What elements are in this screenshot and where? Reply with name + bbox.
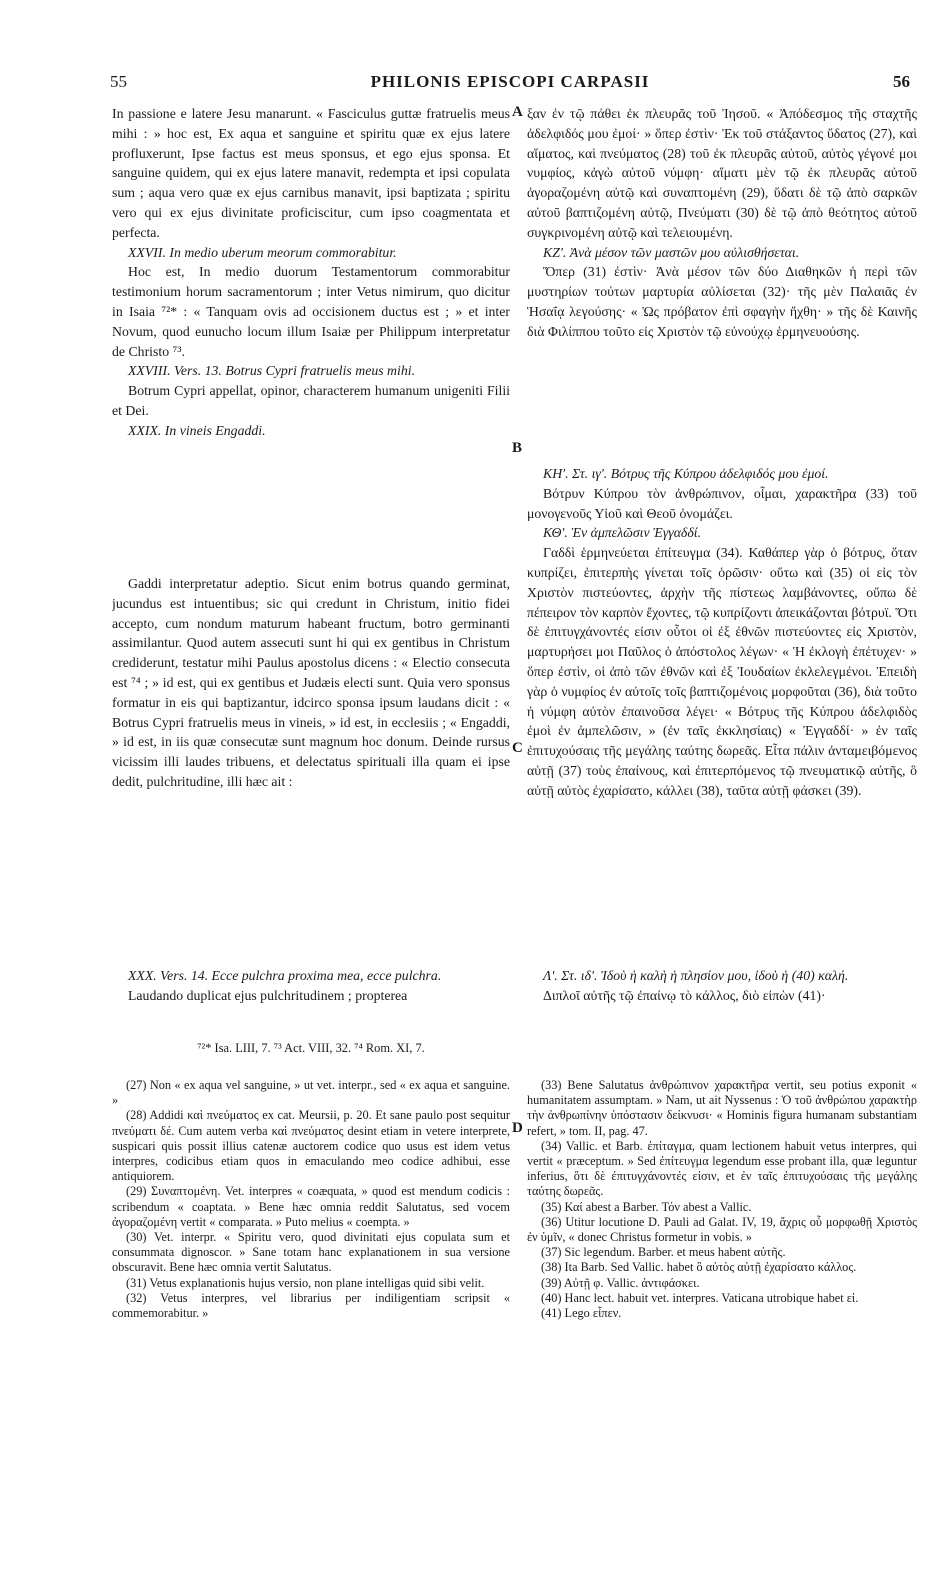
latin-paragraph: In passione e latere Jesu manarunt. « Fasciculus guttæ fratruelis meus mihi : » hoc est, Ex aqua et sanguine et spiritu quæ ex ejus latere profluxerunt, Ipse factus est meus sponsus, et ego ejus sponsa. Et sanguine quidem, qui ex ejus latere manavit, redempta et ipsi copulata sum ; aqua vero quæ ex ejus carnibus manavit, ipsi baptizata ; spiritu vero qui ex ejus divinitate proficiscitur, cum ipso coagmentata et perfecta. [112, 106, 510, 240]
note: (41) Lego εἶπεν. [541, 1306, 622, 1321]
latin-paragraph: Gaddi interpretatur adeptio. Sicut enim botrus quando germinat, jucundus est intuentibus; sic qui credunt in Christum, initio fidei accepto, cum nondum maturum habeant fructum, botro germinanti assimilantur. Quod autem assecuti sunt hi qui ex gentibus in Christum crediderunt, testatur mihi Paulus apostolus dicens : « Electio consecuta est ⁷⁴ ; » id est, qui ex gentibus et Judæis electi sunt. Quia vero sponsus formatur in eis qui baptizantur, idcirco sponsa ipsum laudans dicit : « Botrus Cypri fratruelis meus in vineis, » id est, in ecclesiis ; « Engaddi, » id est, in iis quæ consecutæ sunt magnum hoc donum. Deinde rursus vicissim illi laudes tribuens, et delectatus spirituali illa quam ei ipse dedit, pulchritudine, illi hæc ait : [112, 576, 510, 789]
note: (40) Hanc lect. habuit vet. interpres. Vaticana utrobique habet εἰ. [541, 1290, 859, 1305]
running-title: PHILONIS EPISCOPI CARPASII [370, 72, 650, 91]
greek-heading: Λ'. Στ. ιδ'. Ἰδοὺ ἡ καλὴ ἡ πλησίον μου, ἰδοὺ ἡ (40) καλή. [543, 968, 849, 983]
greek-paragraph: Γαδδὶ ἑρμηνεύεται ἐπίτευγμα (34). Καθάπερ γὰρ ὁ βότρυς, ὅταν κυπρίζει, ἐπιτερπὴς γίνεται τοῖς ὁρῶσιν· οὕτω καὶ (35) οἱ εἰς τὸν Χριστὸν πιστεύοντες, ἀρχὴν τῆς πίστεως λαμβάνοντες, οὔπω δὲ πέπειρον τὸν καρπὸν ἔχοντες, τῷ κυπρίζοντι ἀπεικάζονται βότρυϊ. Ὅτι δὲ ἐπιτυγχάνοντές εἰσιν οὗτοι οἱ ἐξ ἐθνῶν πιστεύοντες εἰς Χριστὸν, μαρτυρήσει μοι Παῦλος ὁ ἀπόστολος λέγων· « Ἡ ἐκλογὴ ἐπέτυχεν· » ὅπερ ἐστὶν, οἱ ἀπὸ τῶν ἐθνῶν καὶ ἐξ Ἰουδαίων ἐκλελεγμένοι. Ἐπειδὴ γὰρ ὁ νυμφίος ἐν αὐτοῖς τοῖς βαπτιζομένοις μορφοῦται (36), διὰ τοῦτο ἡ νύμφη αὐτὸν ἐπαινοῦσα λέγει· « Βότρυς τῆς Κύπρου ἀδελφιδὸς ἐμοὶ ἐν ἀμπελῶσιν, » (ἐν ταῖς ἐκκλησίαις) « Ἐγγαδδί· » ἐν ταῖς ἐπιτυχούσαις τῆς μεγάλης ταύτης δωρεᾶς. Εἶτα πάλιν ἀνταμειβόμενος αὐτῇ (37) τοὺς ἐπαίνους, καὶ ἐπιτερπόμενος τῷ πνευματικῷ αὐτῆς, ὃ αὐτῇ αὐτὸς ἐχαρίσατο, κάλλει (38), ταῦτα αὐτῇ φάσκει (39). [527, 545, 917, 798]
note: (27) Non « ex aqua vel sanguine, » ut vet. interpr., sed « ex aqua et sanguine. » [112, 1078, 510, 1108]
greek-text-upper [527, 104, 917, 444]
note: (29) Συναπτομένη. Vet. interpres « coæquata, » quod est mendum codicis : scribendum « coaptata. » Bene hæc omnia reddit Salutatus, sed vocem ἀγοραζομένη vertit « comparata. » Puto melius « coempta. » [112, 1184, 510, 1229]
greek-heading: ΚΘ'. Ἐν ἀμπελῶσιν Ἐγγαδδί. [543, 525, 702, 541]
page-number-right: 56 [893, 72, 910, 91]
latin-paragraph: Botrum Cypri appellat, opinor, characterem humanum unigeniti Filii et Dei. [112, 383, 510, 418]
note: (33) Bene Salutatus ἀνθρώπινον χαρακτῆρα vertit, seu potius exponit « humanitatem assumptam. » Nam, ut ait Nyssenus : Ὁ τοῦ ἀνθρώπου χαρακτὴρ τὴν ἀνθρωπίνην ὑπόστασιν δείκνυσι· « Hominis figura humanam substantiam refert, » tom. II, pag. 47. [527, 1078, 917, 1138]
greek-paragraph: Διπλοῖ αὐτῆς τῷ ἐπαίνῳ τὸ κάλλος, διὸ εἰπὼν (41)· [543, 987, 826, 1003]
latin-heading: XXVIII. Vers. 13. Botrus Cypri fratruelis meus mihi. [128, 363, 416, 379]
latin-heading: XXIX. In vineis Engaddi. [128, 422, 266, 438]
column-marker-a: A [512, 104, 523, 120]
note: (30) Vet. interpr. « Spiritu vero, quod divinitati ejus copulata sum et consummata dignoscor. » Sane totam hanc explanationem in sua versione obscuravit. Bene hæc omnia vertit Salutatus. [112, 1230, 510, 1275]
greek-heading: ΚΗ'. Στ. ιγ'. Βότρυς τῆς Κύπρου ἀδελφιδός μου ἐμοί. [543, 466, 829, 481]
latin-heading: XXX. Vers. 14. Ecce pulchra proxima mea, ecce pulchra. [128, 968, 442, 983]
scripture-references: ⁷²* Isa. LIII, 7. ⁷³ Act. VIII, 32. ⁷⁴ Rom. XI, 7. [197, 1041, 425, 1055]
latin-paragraph: Hoc est, In medio duorum Testamentorum commorabitur testimonium horum sacramentorum ; inter Vetus nimirum, quo dicitur in Isaia ⁷²* : « Tanquam ovis ad occisionem ductus est ; » et inter Novum, quod eunucho locum illum Isaiæ per Philippum interpretatur de Christo ⁷³. [112, 264, 510, 359]
latin-paragraph: Laudando duplicat ejus pulchritudinem ; propterea [128, 987, 408, 1003]
greek-paragraph: Βότρυν Κύπρου τὸν ἀνθρώπινον, οἶμαι, χαρακτῆρα (33) τοῦ μονογενοῦς Υἱοῦ καὶ Θεοῦ ὀνομάζει. [527, 485, 917, 521]
note: (39) Αὐτῇ φ. Vallic. ἀντιφάσκει. [541, 1275, 700, 1290]
greek-heading: ΚΖ'. Ἀνὰ μέσον τῶν μαστῶν μου αὐλισθήσεται. [543, 244, 800, 260]
notes-right [527, 1078, 917, 1558]
notes-left [112, 1078, 510, 1558]
note: (32) Vetus interpres, vel librarius per indiligentiam scripsit « commemorabitur. » [112, 1290, 510, 1321]
greek-paragraph: ξαν ἐν τῷ πάθει ἐκ πλευρᾶς τοῦ Ἰησοῦ. « Ἀπόδεσμος τῆς σταχτῆς ἀδελφιδός μου ἐμοί· » ὅπερ ἐστὶν· Ἐκ τοῦ στάξαντος ὕδατος (27), καὶ αἵματος, καὶ πνεύματος (28) τοῦ ἐκ πλευρᾶς αὐτοῦ, αὐτὸς γέγονέ μοι νυμφίος, κἀγὼ αὐτοῦ νύμφη· αἵματι μὲν τῷ ἐκ πλευρᾶς αὐτοῦ ἀγοραζομένη αὐτῷ καὶ συναπτομένη (29), ὕδατι δὲ τῷ ἀπὸ σαρκῶν αὐτοῦ βαπτιζομένη αὐτῷ, Πνεύματι (30) δὲ τῷ ἀπὸ θεότητος αὐτοῦ συγκρινομένη αὐτῷ καὶ τελειουμένη. [527, 106, 917, 240]
note: (35) Καί abest a Barber. Τόν abest a Vallic. [541, 1199, 752, 1214]
latin-text-end [112, 966, 510, 1036]
column-marker-d: D [512, 1120, 523, 1136]
latin-text-lower [112, 574, 510, 1004]
greek-paragraph: Ὅπερ (31) ἐστὶν· Ἀνὰ μέσον τῶν δύο Διαθηκῶν ἡ περὶ τῶν μυστηρίων τούτων μαρτυρία αὐλίσεται (32)· τῆς μὲν Παλαιᾶς ἐν Ἡσαΐᾳ λεγούσης· « Ὡς πρόβατον ἐπὶ σφαγὴν ἤχθη· » τῆς δὲ Καινῆς διὰ Φιλίππου τοῦτο εἰς Χριστὸν τῷ εὐνούχῳ ἑρμηνευούσης. [527, 264, 917, 339]
note: (36) Utitur locutione D. Pauli ad Galat. IV, 19, ἄχρις οὗ μορφωθῇ Χριστὸς ἐν ὑμῖν, « donec Christus formetur in vobis. » [527, 1214, 917, 1245]
note: (34) Vallic. et Barb. ἐπίταγμα, quam lectionem habuit vetus interpres, qui vertit « præceptum. » Sed ἐπίτευγμα legendum esse probant illa, quæ leguntur inferius, ὅτι δὲ ἐπιτυγχάνοντές εἰσιν, et ἐν ταῖς ἐπιτυχούσαις τῆς μεγάλης ταύτης δωρεᾶς. [527, 1138, 917, 1199]
column-marker-c: C [512, 740, 523, 756]
column-marker-b: B [512, 440, 523, 456]
greek-text-end [527, 966, 917, 1046]
note: (28) Addidi καὶ πνεύματος ex cat. Meursii, p. 20. Et sane paulo post sequitur πνεύματι δέ. Cum autem verba καὶ πνεύματος desint etiam in vetere interprete, suspicari quis possit illius catenæ auctorem codice quo usus est idem vetus interpres, codicibus etiam quos in emaculando meo codice adhibui, esse antiquiorem. [112, 1108, 510, 1184]
note: (31) Vetus explanationis hujus versio, non plane intelligas quid sibi velit. [126, 1275, 485, 1290]
note: (38) Ita Barb. Sed Vallic. habet ὃ αὐτὸς αὐτῇ ἐχαρίσατο κάλλος. [541, 1260, 857, 1275]
page-number-left: 55 [110, 72, 127, 91]
greek-text-lower [527, 464, 917, 1004]
latin-heading: XXVII. In medio uberum meorum commorabitur. [128, 244, 397, 260]
note: (37) Sic legendum. Barber. et meus habent αὐτῆς. [541, 1245, 786, 1260]
running-header [110, 72, 910, 96]
